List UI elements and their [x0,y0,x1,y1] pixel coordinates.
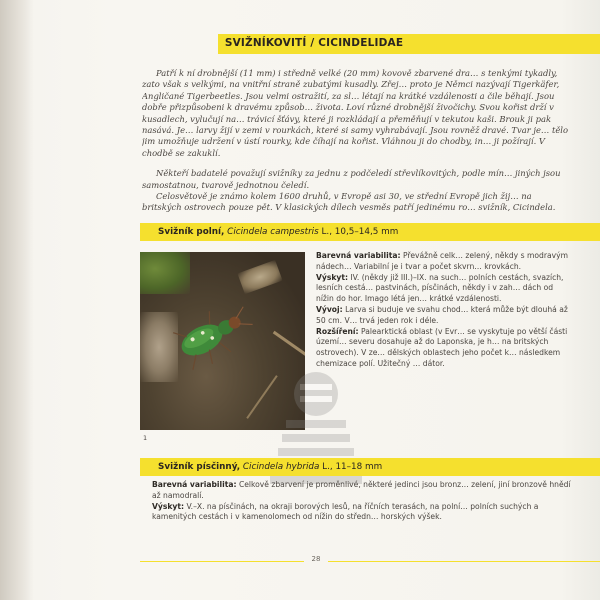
intro-paragraph-2: Někteří badatelé považují svižníky za jednu z podčeledí střevlíkovitých, podle mín… jiných jsou samostatnou, tvarově jednotnou čeledí. [142,168,561,190]
section-1-field-color [316,251,572,273]
page-title: SVIŽNÍKOVITÍ / CICINDELIDAE [224,37,404,49]
footer-rule-left [140,561,304,562]
field-label: Barevná variabilita: [316,251,401,260]
intro-paragraph-1: Patří k ní drobnější (11 mm) i středně velké (20 mm) kovově zbarvené dra… s tenkými tykadly, zato však s velkými, na vnitřní straně zubatými kusadly. Zřej… proto je Němci nazývají Tigerkäfer, Angličané Tigerbeetles. Jsou velmi ostražití, za sl… létají na krátké vzdálenosti a čile běhají. Jsou dobře přizpůsobeni k dravému způsob… života. Loví různé drobnější živočichy. Svou kořist drží v kusadlech, vylučují na… trávicí šťávy, které ji rozkládají a přeměňují v tekutou kaši. Brouk ji pak nasává. Je… larvy žijí v zemi v rourkách, které si samy vyhrabávají. Jsou rovněž dravé. Tvar je… tělo jim umožňuje udržení v ústí rourky, kde číhají na kořist. Vláhnou ji do chodby, in… ji požírají. V chodbě se zakuklí. [142,68,569,158]
field-text: IV. (někdy již III.)–IX. na such… polních cestách, svazích, lesních cestá… pastvinách, písčinách, někdy i v zah… dách od nížin do hor. Imago létá jen… krátké vzdálenosti. [316,272,564,304]
field-text: Převážně celk… zelený, někdy s modravým nádech… Variabilní je i tvar a počet skvrn… krovkách. [316,251,568,271]
field-label: Výskyt: [152,501,185,511]
section-1-field-occurrence [316,273,572,305]
field-label: Barevná variabilita: [152,480,237,489]
section-2-field-color [152,480,572,502]
section-1-name: Svižník polní, [158,227,225,237]
section-2-field-occurrence [152,502,572,524]
section-2-author-size: L., 11–18 mm [322,462,383,472]
section-1-field-development [316,305,572,327]
field-text: Celkově zbarvení je proměnlivé, některé jedinci jsou bronz… zelení, jiní bronzově hnědí až namodralí. [152,480,571,500]
field-label: Výskyt: [316,272,349,282]
section-1-author-size: L., 10,5–14,5 mm [321,227,399,237]
section-1-heading [158,227,398,237]
field-text: Palearktická oblast (v Evr… se vyskytuje po větší části území… severu dosahuje až do Laponska, je h… na britských ostrovech). V ze… dělských oblastech jeho počet k… následkem chemizace polí. Užitečný … dátor. [316,326,568,368]
intro-text [142,68,572,228]
section-2-name: Svižník písčinný, [158,462,241,472]
field-label: Rozšíření: [316,326,359,336]
watermark-logo [256,360,376,500]
footer-rule-right [328,561,600,562]
section-2-description [152,480,572,523]
page-binding-shadow [0,0,34,600]
section-1-latin: Cicindela campestris [227,227,319,237]
section-2-heading [158,462,382,472]
intro-paragraph-3: Celosvětově je známo kolem 1600 druhů, v Evropě asi 30, ve střední Evropě jich žij… na britských ostrovech pouze pět. V klasických dílech vesměs patří jedinému ro… svižník, Cicindela. [142,191,556,213]
photo-number: 1 [143,434,148,442]
field-label: Vývoj: [316,304,343,314]
section-2-latin: Cicindela hybrida [242,462,320,472]
field-text: Larva si buduje ve svahu chod… která může být dlouhá až 50 cm. V… trvá jeden rok i déle. [316,304,568,325]
field-text: V.–X. na písčinách, na okraji borových lesů, na říčních terasách, na polní… polních suchých a kamenitých cestách i v kamenolomech od nížin do středn… horských výšek. [152,501,539,522]
page-number: 28 [311,555,321,563]
